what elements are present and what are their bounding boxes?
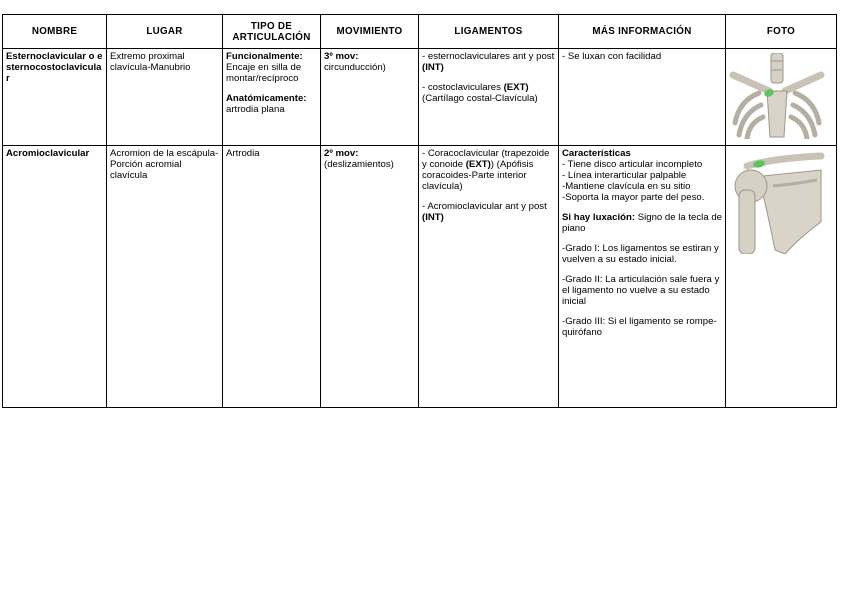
info-bullet: - Tiene disco articular incompleto (562, 159, 703, 170)
tipo-anat-label: Anatómicamente: (226, 93, 307, 104)
tipo-func-label: Funcionalmente: (226, 51, 303, 62)
info-bullet: -Mantiene clavícula en su sitio (562, 181, 691, 192)
header-nombre: NOMBRE (3, 15, 107, 49)
info-grado: -Grado III: Si el ligamento se rompe-quirófano (562, 316, 717, 338)
tipo-anat-text: artrodia plana (226, 104, 285, 115)
mov-text: (deslizamientos) (324, 159, 394, 170)
header-info: MÁS INFORMACIÓN (559, 15, 726, 49)
table-row (3, 49, 837, 146)
cell-nombre: Acromioclavicular (3, 146, 107, 408)
acromioclavicular-joint-illustration (729, 150, 825, 254)
cell-foto (726, 146, 837, 408)
cell-tipo (223, 49, 321, 146)
ligamento-item: - Acromioclavicular ant y post (INT) (422, 201, 547, 223)
info-bullet: - Línea interarticular palpable (562, 170, 687, 181)
cell-foto (726, 49, 837, 146)
mov-text: circunducción) (324, 62, 386, 73)
header-ligamentos: LIGAMENTOS (419, 15, 559, 49)
cell-movimiento (321, 49, 419, 146)
cell-nombre: Esternoclavicular o esternocostoclavicular (3, 49, 107, 146)
tipo-func-text: Encaje en silla de montar/recíproco (226, 62, 302, 84)
cell-info (559, 146, 726, 408)
cell-movimiento (321, 146, 419, 408)
cell-tipo: Artrodia (223, 146, 321, 408)
cell-ligamentos (419, 49, 559, 146)
ligamento-item: - esternoclaviculares ant y post (INT) (422, 51, 555, 73)
info-bullet: -Soporta la mayor parte del peso. (562, 192, 705, 203)
header-foto: FOTO (726, 15, 837, 49)
header-movimiento: MOVIMIENTO (321, 15, 419, 49)
cell-lugar: Extremo proximal clavícula-Manubrio (107, 49, 223, 146)
table-row (3, 146, 837, 408)
sternoclavicular-joint-illustration (729, 53, 825, 139)
mov-label: 3º mov: (324, 51, 359, 62)
info-title: Características (562, 148, 631, 159)
ligamento-item: - costoclaviculares (EXT) (Cartílago costal-Clavícula) (422, 82, 538, 104)
mov-label: 2º mov: (324, 148, 359, 159)
cell-lugar: Acromion de la escápula-Porción acromial clavícula (107, 146, 223, 408)
info-grado: -Grado I: Los ligamentos se estiran y vuelven a su estado inicial. (562, 243, 719, 265)
header-row (3, 15, 837, 49)
cell-ligamentos (419, 146, 559, 408)
header-lugar: LUGAR (107, 15, 223, 49)
joints-table (2, 14, 837, 408)
info-luxacion: Si hay luxación: Signo de la tecla de piano (562, 212, 722, 234)
ligamento-item: - Coracoclavicular (trapezoide y conoide (EXT)) (Apófisis coracoides-Parte interior clavícula) (422, 148, 550, 192)
cell-info: - Se luxan con facilidad (559, 49, 726, 146)
info-grado: -Grado II: La articulación sale fuera y el ligamento no vuelve a su estado inicial (562, 274, 720, 307)
header-tipo: TIPO DE ARTICULACIÓN (223, 15, 321, 49)
